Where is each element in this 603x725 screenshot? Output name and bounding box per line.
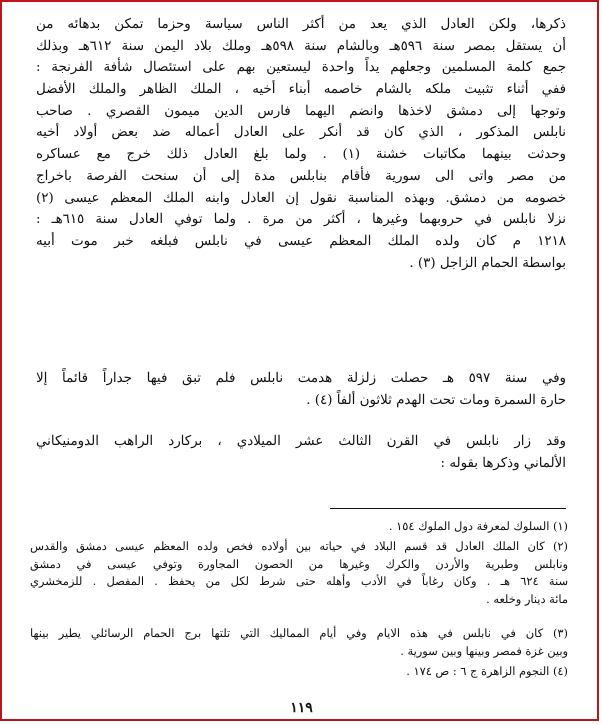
page-number: ١١٩ bbox=[290, 700, 313, 716]
text-line: ذكرها، ولكن العادل الذي يعد من أكثر الناس سياسة وحزما تمكن بدهائه من bbox=[36, 17, 566, 32]
footnote-divider bbox=[330, 508, 566, 509]
text-line: ١٢١٨ م كان ولده الملك المعظم عيسى في نابلس فبلغه خبر موت أبيه bbox=[36, 233, 566, 249]
footnote-2 bbox=[30, 538, 568, 608]
text-line: نزلا نابلس في حروبهما وغيرها ، أكثر من مرة . ولما توفي العادل سنة ٦١٥هـ : bbox=[36, 212, 566, 228]
footnote-line: (٢) كان الملك العادل قد قسم البلاد في حياته بين أولاده فخص ولده المعظم عيسى دمشق والقدس bbox=[30, 539, 568, 553]
text-line: أن يستقل بمصر سنة ٥٩٦هـ وبالشام سنة ٥٩٨هـ وملك بلاد اليمن سنة ٦١٢هـ وبذلك bbox=[36, 38, 566, 54]
footnote-line: مائة دينار وخلعه . bbox=[486, 591, 568, 606]
footnote-line: وبين غزة فمصر وبينها وبين سورية . bbox=[400, 643, 568, 658]
text-line: الألماني وذكرها بقوله : bbox=[440, 455, 566, 471]
paragraph-3 bbox=[36, 431, 566, 474]
footnote-line: ونابلس وطبرية والأردن والكرك وغيرها من الحصون المجاورة وتوفي عيسى في دمشق bbox=[30, 556, 568, 571]
text-line: نابلس المذكور ، الذي كان قد أنكر على العادل أعماله ضد بعض أولاد أخيه bbox=[36, 125, 566, 141]
footnote-1 bbox=[30, 518, 568, 536]
footnote-line: (١) السلوك لمعرفة دول الملوك ١٥٤ . bbox=[388, 519, 568, 533]
text-line: وقد زار نابلس في القرن الثالث عشر الميلادي ، بركارد الراهب الدومنيكاني bbox=[36, 434, 566, 449]
text-line: ففي أثناء تثبيت ملكه بالشام خاصمه أبناء أخيه ، الملك الظاهر والملك الأفضل bbox=[36, 82, 566, 98]
paragraph-1 bbox=[36, 14, 566, 274]
text-line: وفي سنة ٥٩٧ هـ حصلت زلزلة هدمت نابلس فلم تبق فيها جداراً قائماً إلا bbox=[36, 371, 566, 386]
text-line: وحدثت بينهما مكاتبات خشنة (١) . ولما بلغ العادل ذلك خرج مع عساكره bbox=[36, 147, 566, 163]
text-line: جمع كلمة المسلمين وجعلهم يداً واحدة ليستعين بهم على استئصال شأفة الفرنجة : bbox=[36, 60, 566, 76]
text-line: خصومه من دمشق. وبهذه المناسبة نقول إن العادل وابنه الملك المعظم عيسى (٢) bbox=[36, 190, 566, 206]
footnote-line: سنة ٦٢٤ هـ . وكان رغاباً في الأدب وأهله حتى شرط لكل من يحفظ . المفصل . للزمخشري bbox=[30, 574, 568, 589]
text-line: من مصر واتى الى سورية فأقام بنابلس مدة إلى أن سنحت الفرصة باخراج bbox=[36, 168, 566, 184]
text-line: حارة السمرة ومات تحت الهدم ثلاثون ألفاً (٤) . bbox=[306, 392, 566, 408]
footnote-3 bbox=[30, 625, 568, 660]
footnote-line: (٣) كان في نابلس في هذه الايام وفي أيام المماليك التي تلتها برج الحمام الرسائلي يطير بينها bbox=[30, 626, 568, 640]
paragraph-2 bbox=[36, 368, 566, 411]
text-line: وتوجها إلى دمشق لاخذها وانضم اليهما فارس الدين ميمون القصري . صاحب bbox=[36, 103, 566, 119]
text-line: بواسطة الحمام الزاجل (٣) . bbox=[409, 255, 566, 271]
footnote-4 bbox=[30, 663, 568, 681]
footnote-line: (٤) النجوم الزاهرة ج ٦ : ص ١٧٤ . bbox=[406, 664, 568, 678]
